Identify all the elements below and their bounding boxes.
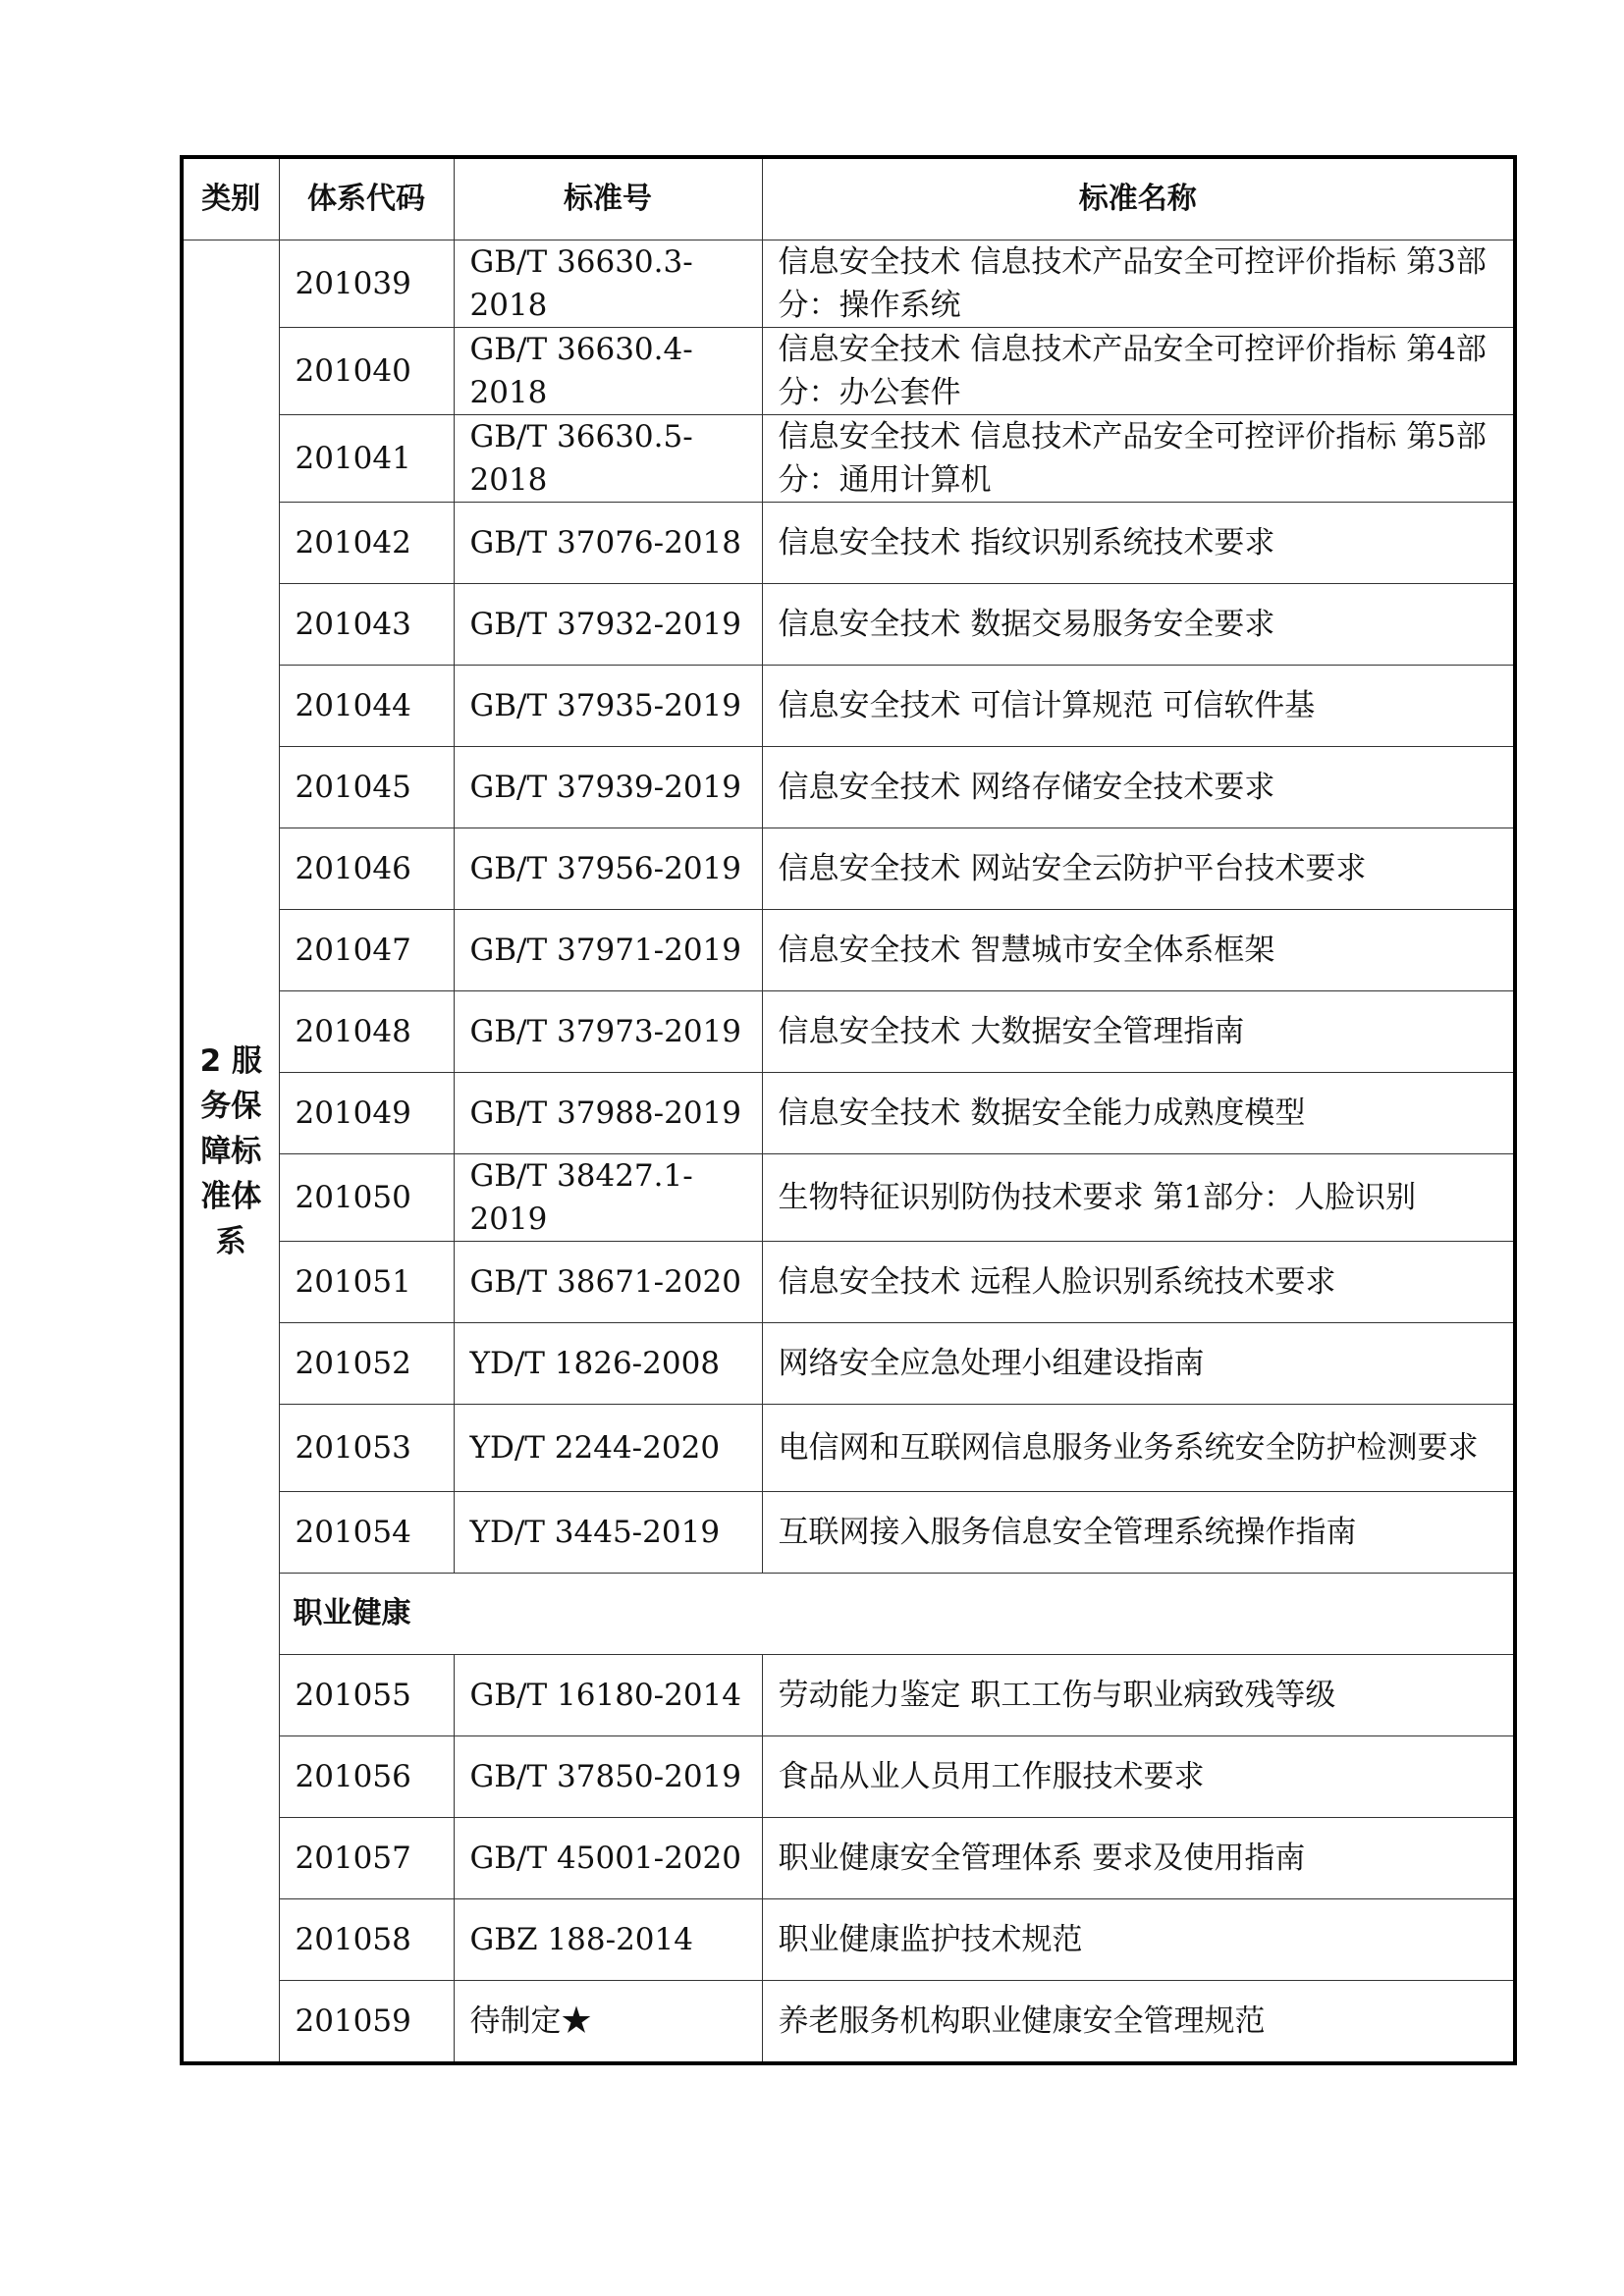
standard-number-cell: GB/T 36630.5-2018	[454, 415, 762, 503]
standard-name-cell: 劳动能力鉴定 职工工伤与职业病致残等级	[762, 1655, 1515, 1736]
standard-number-cell: 待制定★	[454, 1981, 762, 2064]
standard-number-cell: GB/T 36630.4-2018	[454, 328, 762, 415]
standard-name-cell: 生物特征识别防伪技术要求 第1部分：人脸识别	[762, 1154, 1515, 1242]
system-code-cell: 201051	[279, 1242, 454, 1323]
standard-name-cell: 职业健康监护技术规范	[762, 1899, 1515, 1981]
header-system-code: 体系代码	[279, 157, 454, 240]
system-code-cell: 201052	[279, 1323, 454, 1405]
system-code-cell: 201048	[279, 991, 454, 1073]
standard-name-cell: 信息安全技术 可信计算规范 可信软件基	[762, 666, 1515, 747]
table-row	[182, 991, 1515, 1073]
standard-number-cell: GB/T 36630.3-2018	[454, 240, 762, 328]
table-row	[182, 666, 1515, 747]
system-code-cell: 201041	[279, 415, 454, 503]
standard-number-cell: GB/T 37973-2019	[454, 991, 762, 1073]
standard-number-cell: GB/T 37935-2019	[454, 666, 762, 747]
section-label: 职业健康	[279, 1574, 1515, 1655]
table-row	[182, 1405, 1515, 1492]
standards-table	[180, 155, 1517, 2065]
standard-name-cell: 信息安全技术 信息技术产品安全可控评价指标 第5部分：通用计算机	[762, 415, 1515, 503]
standard-name-cell: 信息安全技术 信息技术产品安全可控评价指标 第3部分：操作系统	[762, 240, 1515, 328]
standard-number-cell: GB/T 16180-2014	[454, 1655, 762, 1736]
table-row	[182, 1736, 1515, 1818]
header-row	[182, 157, 1515, 240]
system-code-cell: 201045	[279, 747, 454, 828]
standard-name-cell: 养老服务机构职业健康安全管理规范	[762, 1981, 1515, 2064]
standard-number-cell: YD/T 3445-2019	[454, 1492, 762, 1574]
table-row	[182, 910, 1515, 991]
section-row	[182, 1574, 1515, 1655]
system-code-cell: 201058	[279, 1899, 454, 1981]
standard-name-cell: 信息安全技术 智慧城市安全体系框架	[762, 910, 1515, 991]
standard-name-cell: 信息安全技术 网络存储安全技术要求	[762, 747, 1515, 828]
header-category: 类别	[182, 157, 279, 240]
standard-number-cell: GB/T 38427.1-2019	[454, 1154, 762, 1242]
system-code-cell: 201044	[279, 666, 454, 747]
system-code-cell: 201057	[279, 1818, 454, 1899]
standard-name-cell: 食品从业人员用工作服技术要求	[762, 1736, 1515, 1818]
standard-number-cell: GB/T 37988-2019	[454, 1073, 762, 1154]
table-row	[182, 240, 1515, 328]
system-code-cell: 201049	[279, 1073, 454, 1154]
standard-name-cell: 互联网接入服务信息安全管理系统操作指南	[762, 1492, 1515, 1574]
table-row	[182, 1492, 1515, 1574]
system-code-cell: 201042	[279, 503, 454, 584]
system-code-cell: 201055	[279, 1655, 454, 1736]
standard-name-cell: 信息安全技术 大数据安全管理指南	[762, 991, 1515, 1073]
table-row	[182, 828, 1515, 910]
standard-name-cell: 信息安全技术 数据安全能力成熟度模型	[762, 1073, 1515, 1154]
table-row	[182, 584, 1515, 666]
standard-name-cell: 信息安全技术 远程人脸识别系统技术要求	[762, 1242, 1515, 1323]
standard-number-cell: YD/T 1826-2008	[454, 1323, 762, 1405]
standard-number-cell: GB/T 37956-2019	[454, 828, 762, 910]
table-row	[182, 1323, 1515, 1405]
table-row	[182, 747, 1515, 828]
standard-name-cell: 网络安全应急处理小组建设指南	[762, 1323, 1515, 1405]
standard-number-cell: GB/T 37850-2019	[454, 1736, 762, 1818]
standard-number-cell: GB/T 38671-2020	[454, 1242, 762, 1323]
table-row	[182, 1073, 1515, 1154]
standard-name-cell: 信息安全技术 网站安全云防护平台技术要求	[762, 828, 1515, 910]
table-row	[182, 328, 1515, 415]
standard-name-cell: 职业健康安全管理体系 要求及使用指南	[762, 1818, 1515, 1899]
standard-name-cell: 电信网和互联网信息服务业务系统安全防护检测要求	[762, 1405, 1515, 1492]
table-row	[182, 1154, 1515, 1242]
system-code-cell: 201043	[279, 584, 454, 666]
table-row	[182, 1655, 1515, 1736]
table-row	[182, 1242, 1515, 1323]
standard-number-cell: GB/T 37076-2018	[454, 503, 762, 584]
table-row	[182, 503, 1515, 584]
table-row	[182, 1818, 1515, 1899]
system-code-cell: 201047	[279, 910, 454, 991]
system-code-cell: 201040	[279, 328, 454, 415]
system-code-cell: 201039	[279, 240, 454, 328]
category-cell: 2 服务保障标准体系	[182, 240, 279, 2064]
standard-name-cell: 信息安全技术 信息技术产品安全可控评价指标 第4部分：办公套件	[762, 328, 1515, 415]
table-body	[182, 240, 1515, 2064]
table-row	[182, 415, 1515, 503]
standard-name-cell: 信息安全技术 数据交易服务安全要求	[762, 584, 1515, 666]
system-code-cell: 201053	[279, 1405, 454, 1492]
standard-number-cell: GBZ 188-2014	[454, 1899, 762, 1981]
standard-name-cell: 信息安全技术 指纹识别系统技术要求	[762, 503, 1515, 584]
standard-number-cell: GB/T 37971-2019	[454, 910, 762, 991]
table-row	[182, 1981, 1515, 2064]
standard-number-cell: GB/T 45001-2020	[454, 1818, 762, 1899]
system-code-cell: 201050	[279, 1154, 454, 1242]
system-code-cell: 201046	[279, 828, 454, 910]
header-standard-name: 标准名称	[762, 157, 1515, 240]
system-code-cell: 201059	[279, 1981, 454, 2064]
table-row	[182, 1899, 1515, 1981]
header-standard-number: 标准号	[454, 157, 762, 240]
system-code-cell: 201056	[279, 1736, 454, 1818]
standard-number-cell: YD/T 2244-2020	[454, 1405, 762, 1492]
standard-number-cell: GB/T 37932-2019	[454, 584, 762, 666]
system-code-cell: 201054	[279, 1492, 454, 1574]
standard-number-cell: GB/T 37939-2019	[454, 747, 762, 828]
